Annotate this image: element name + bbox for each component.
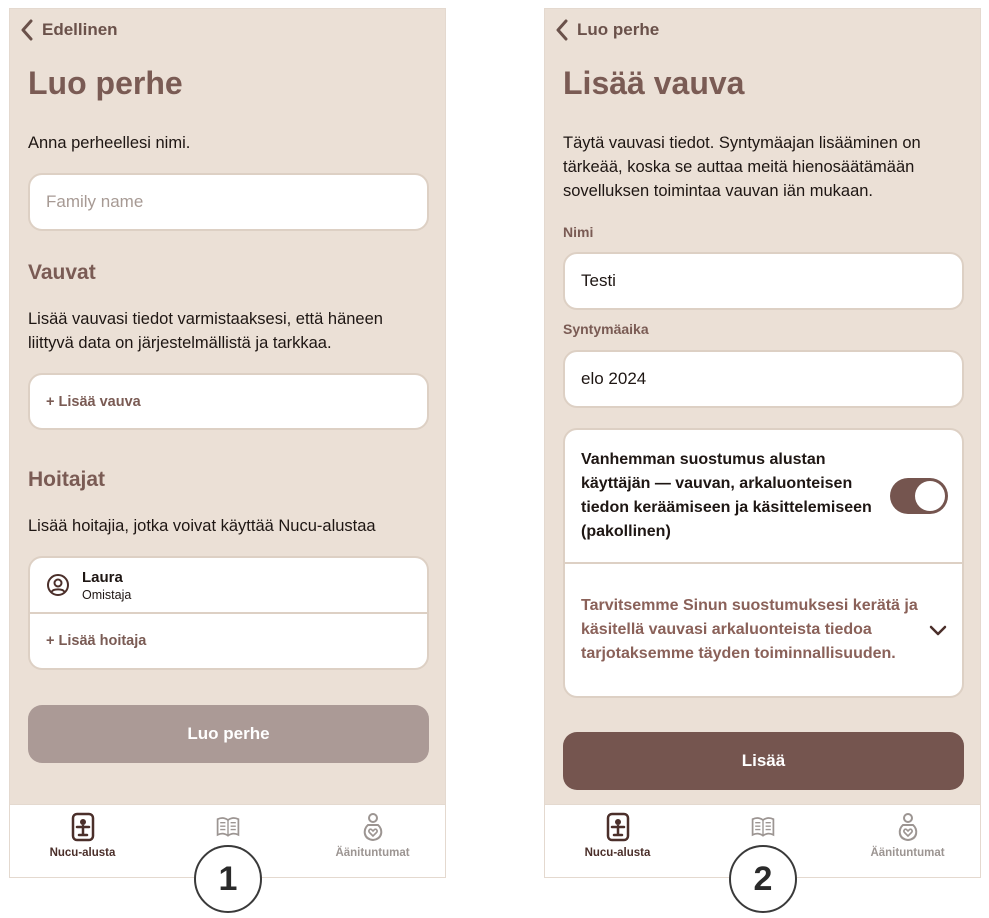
tab-nucu-platform[interactable] xyxy=(545,805,690,878)
birthdate-label: Syntymäaika xyxy=(563,321,649,337)
intro-text: Anna perheellesi nimi. xyxy=(28,134,191,152)
birthdate-input[interactable]: elo 2024 xyxy=(563,350,964,408)
caregivers-heading: Hoitajat xyxy=(28,468,106,491)
tab-sounds[interactable] xyxy=(835,805,980,878)
user-circle-icon xyxy=(46,573,70,597)
screen-create-family xyxy=(9,8,446,878)
page-title: Lisää vauva xyxy=(563,65,745,101)
step-badge-1: 1 xyxy=(194,845,262,913)
back-button[interactable] xyxy=(20,19,118,41)
family-name-input[interactable]: Family name xyxy=(28,173,429,231)
caregivers-description: Lisää hoitajia, jotka voivat käyttää Nucu-alustaa xyxy=(28,517,376,535)
step-badge-2: 2 xyxy=(729,845,797,913)
toggle-knob xyxy=(915,481,945,511)
name-label: Nimi xyxy=(563,224,594,240)
consent-toggle[interactable] xyxy=(890,478,948,514)
back-label: Edellinen xyxy=(42,20,118,39)
pregnant-heart-icon xyxy=(360,812,386,842)
consent-detail-text: Tarvitsemme Sinun suostumuksesi kerätä ja käsitellä vauvasi arkaluonteista tiedoa tarjotaksemme täyden toiminnallisuuden. xyxy=(581,597,918,662)
create-family-button[interactable]: Luo perhe xyxy=(28,705,429,763)
caregiver-role: Omistaja xyxy=(82,587,132,602)
baby-name-input[interactable]: Testi xyxy=(563,252,964,310)
caregiver-row[interactable] xyxy=(30,558,427,614)
caregivers-card xyxy=(28,556,429,670)
tab-label: Äänituntumat xyxy=(335,847,410,859)
chevron-left-icon xyxy=(20,19,34,41)
consent-card xyxy=(563,428,964,698)
back-label: Luo perhe xyxy=(577,20,660,39)
open-book-icon xyxy=(750,812,776,842)
caregiver-name: Laura xyxy=(82,568,123,586)
nucu-platform-icon xyxy=(70,812,96,842)
consent-details-expander[interactable] xyxy=(565,564,962,696)
intro-text: Täytä vauvasi tiedot. Syntymäajan lisääminen on tärkeää, koska se auttaa meitä hienosäätämään sovelluksen toimintaa vauvan iän mukaan. xyxy=(563,134,921,200)
open-book-icon xyxy=(215,812,241,842)
consent-title: Vanhemman suostumus alustan käyttäjän — vauvan, arkaluonteisen tiedon keräämiseen ja käsittelemiseen (pakollinen) xyxy=(581,451,872,540)
page-title: Luo perhe xyxy=(28,65,183,101)
add-baby-submit-button[interactable]: Lisää xyxy=(563,732,964,790)
chevron-down-icon xyxy=(928,623,948,637)
chevron-left-icon xyxy=(555,19,569,41)
babies-description: Lisää vauvasi tiedot varmistaaksesi, että häneen liittyvä data on järjestelmällistä ja tarkkaa. xyxy=(28,310,383,352)
consent-row xyxy=(565,430,962,564)
tab-label: Nucu-alusta xyxy=(49,847,116,859)
nucu-platform-icon xyxy=(605,812,631,842)
back-button[interactable] xyxy=(555,19,659,41)
babies-heading: Vauvat xyxy=(28,261,96,284)
add-caregiver-button[interactable]: + Lisää hoitaja xyxy=(46,633,147,649)
tab-label: Nucu-alusta xyxy=(584,847,651,859)
add-baby-button[interactable]: + Lisää vauva xyxy=(28,373,429,430)
tab-sounds[interactable] xyxy=(300,805,445,878)
pregnant-heart-icon xyxy=(895,812,921,842)
tab-label: Äänituntumat xyxy=(870,847,945,859)
screen-add-baby xyxy=(544,8,981,878)
tab-nucu-platform[interactable] xyxy=(10,805,155,878)
